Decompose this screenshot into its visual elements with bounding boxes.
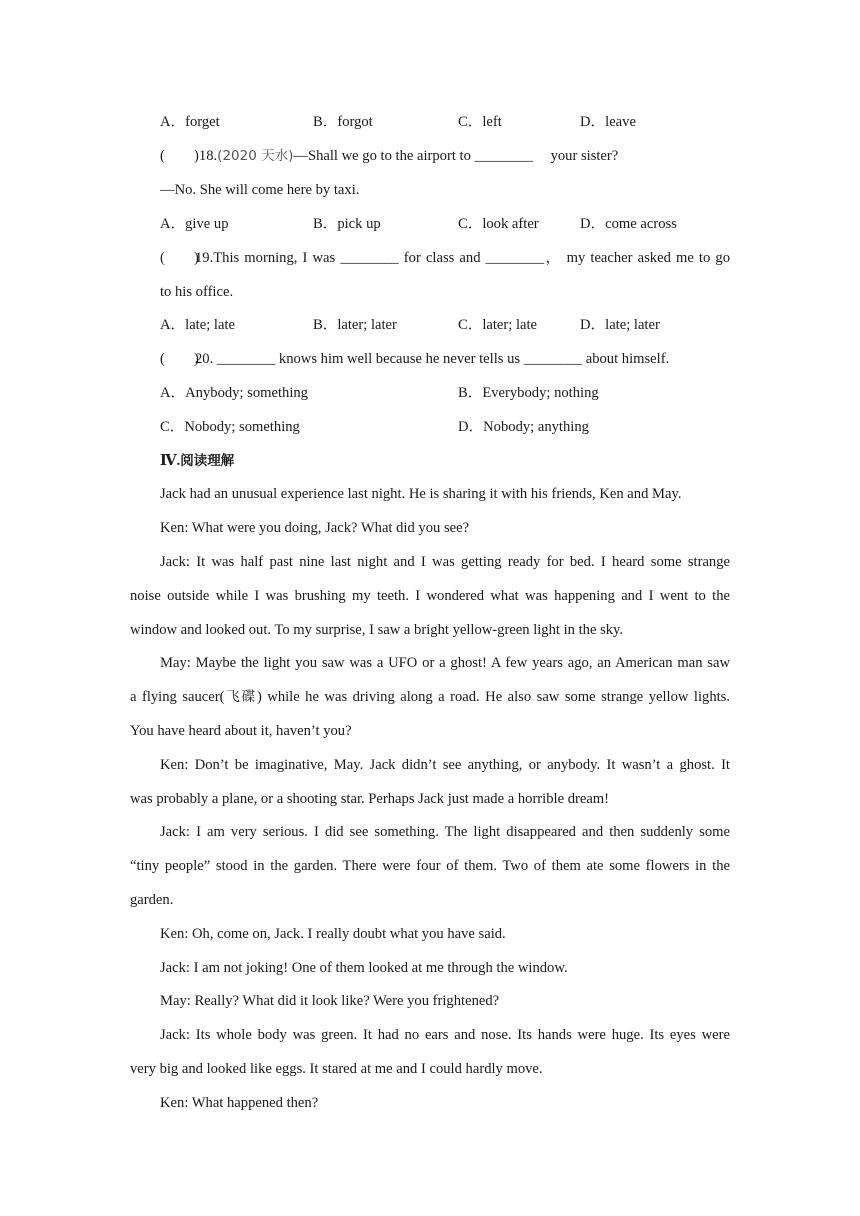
q20-option-b: B．Everybody; nothing	[458, 385, 599, 401]
passage-jack-2-line2: “tiny people” stood in the garden. There were four of them. Two of them ate some flowers in the	[130, 858, 730, 874]
passage-jack-1-line1: Jack: It was half past nine last night and I was getting ready for bed. I heard some strange	[160, 554, 730, 570]
q18-option-c: C．look after	[458, 216, 539, 232]
section-title: 阅读理解	[180, 453, 235, 469]
q18-stem-end: your sister?	[550, 148, 619, 164]
q20-option-a: A．Anybody; something	[160, 385, 308, 401]
section-roman: Ⅳ.	[160, 453, 181, 469]
passage-jack-4-line1: Jack: Its whole body was green. It had no ears and nose. Its hands were huge. Its eyes were	[160, 1027, 730, 1043]
q17-option-d: D．leave	[580, 114, 636, 130]
passage-ken-2-line2: was probably a plane, or a shooting star. Perhaps Jack just made a horrible dream!	[130, 791, 610, 807]
passage-may-2: May: Really? What did it look like? Were you frightened?	[160, 993, 500, 1009]
q20-question: 20. ________ knows him well because he never tells us ________ about himself.	[195, 351, 670, 367]
q18-question	[160, 146, 618, 166]
passage-may-1-line3: You have heard about it, haven’t you?	[130, 723, 352, 739]
q19-question-line2: to his office.	[160, 284, 234, 300]
q17-option-b: B．forgot	[313, 114, 373, 130]
passage-may-1-line2-end: ) while he was driving along a road. He also saw some strange yellow lights.	[256, 689, 730, 705]
q18-source: (2020 天水)	[217, 148, 294, 164]
passage-may-1-line2	[130, 687, 730, 707]
passage-ken-question: Ken: What were you doing, Jack? What did you see?	[160, 520, 470, 536]
passage-ken-2-line1: Ken: Don’t be imaginative, May. Jack didn’t see anything, or anybody. It wasn’t a ghost. It	[160, 757, 730, 773]
q18-option-a: A．give up	[160, 216, 229, 232]
q19-answer-blank: ( )	[160, 250, 199, 266]
q17-option-c: C．left	[458, 114, 502, 130]
section-heading	[160, 451, 234, 471]
passage-ken-3: Ken: Oh, come on, Jack. I really doubt what you have said.	[160, 926, 506, 942]
q19-option-a: A．late; late	[160, 317, 235, 333]
passage-jack-4-line2: very big and looked like eggs. It stared at me and I could hardly move.	[130, 1061, 543, 1077]
passage-jack-1-line3: window and looked out. To my surprise, I saw a bright yellow-green light in the sky.	[130, 622, 624, 638]
q20-option-c: C．Nobody; something	[160, 419, 300, 435]
passage-may-1-line1: May: Maybe the light you saw was a UFO or a ghost! A few years ago, an American man saw	[160, 655, 730, 671]
q18-option-d: D．come across	[580, 216, 677, 232]
q18-number: 18.	[198, 148, 218, 164]
passage-jack-2-line3: garden.	[130, 892, 174, 908]
passage-jack-3: Jack: I am not joking! One of them looked at me through the window.	[160, 960, 568, 976]
q17-option-a: A．forget	[160, 114, 220, 130]
passage-intro: Jack had an unusual experience last night. He is sharing it with his friends, Ken and May.	[160, 486, 682, 502]
q19-question-line1: 19.This morning, I was ________ for class and ________， my teacher asked me to go	[195, 250, 730, 266]
passage-jack-2-line1: Jack: I am very serious. I did see something. The light disappeared and then suddenly some	[160, 824, 730, 840]
q18-reply: —No. She will come here by taxi.	[160, 182, 360, 198]
passage-jack-1-line2: noise outside while I was brushing my teeth. I wondered what was happening and I went to the	[130, 588, 730, 604]
q19-option-d: D．late; later	[580, 317, 660, 333]
passage-may-1-line2-start: a flying saucer(	[130, 689, 225, 705]
passage-flying-saucer-cjk: 飞碟	[224, 689, 257, 705]
q18-stem: —Shall we go to the airport to ________	[293, 148, 537, 164]
q18-answer-blank: ( )	[160, 148, 199, 164]
q19-option-c: C．later; late	[458, 317, 538, 333]
passage-ken-4: Ken: What happened then?	[160, 1095, 319, 1111]
q19-option-b: B．later; later	[313, 317, 397, 333]
q20-answer-blank: ( )	[160, 351, 199, 367]
q18-option-b: B．pick up	[313, 216, 381, 232]
q20-option-d: D．Nobody; anything	[458, 419, 589, 435]
